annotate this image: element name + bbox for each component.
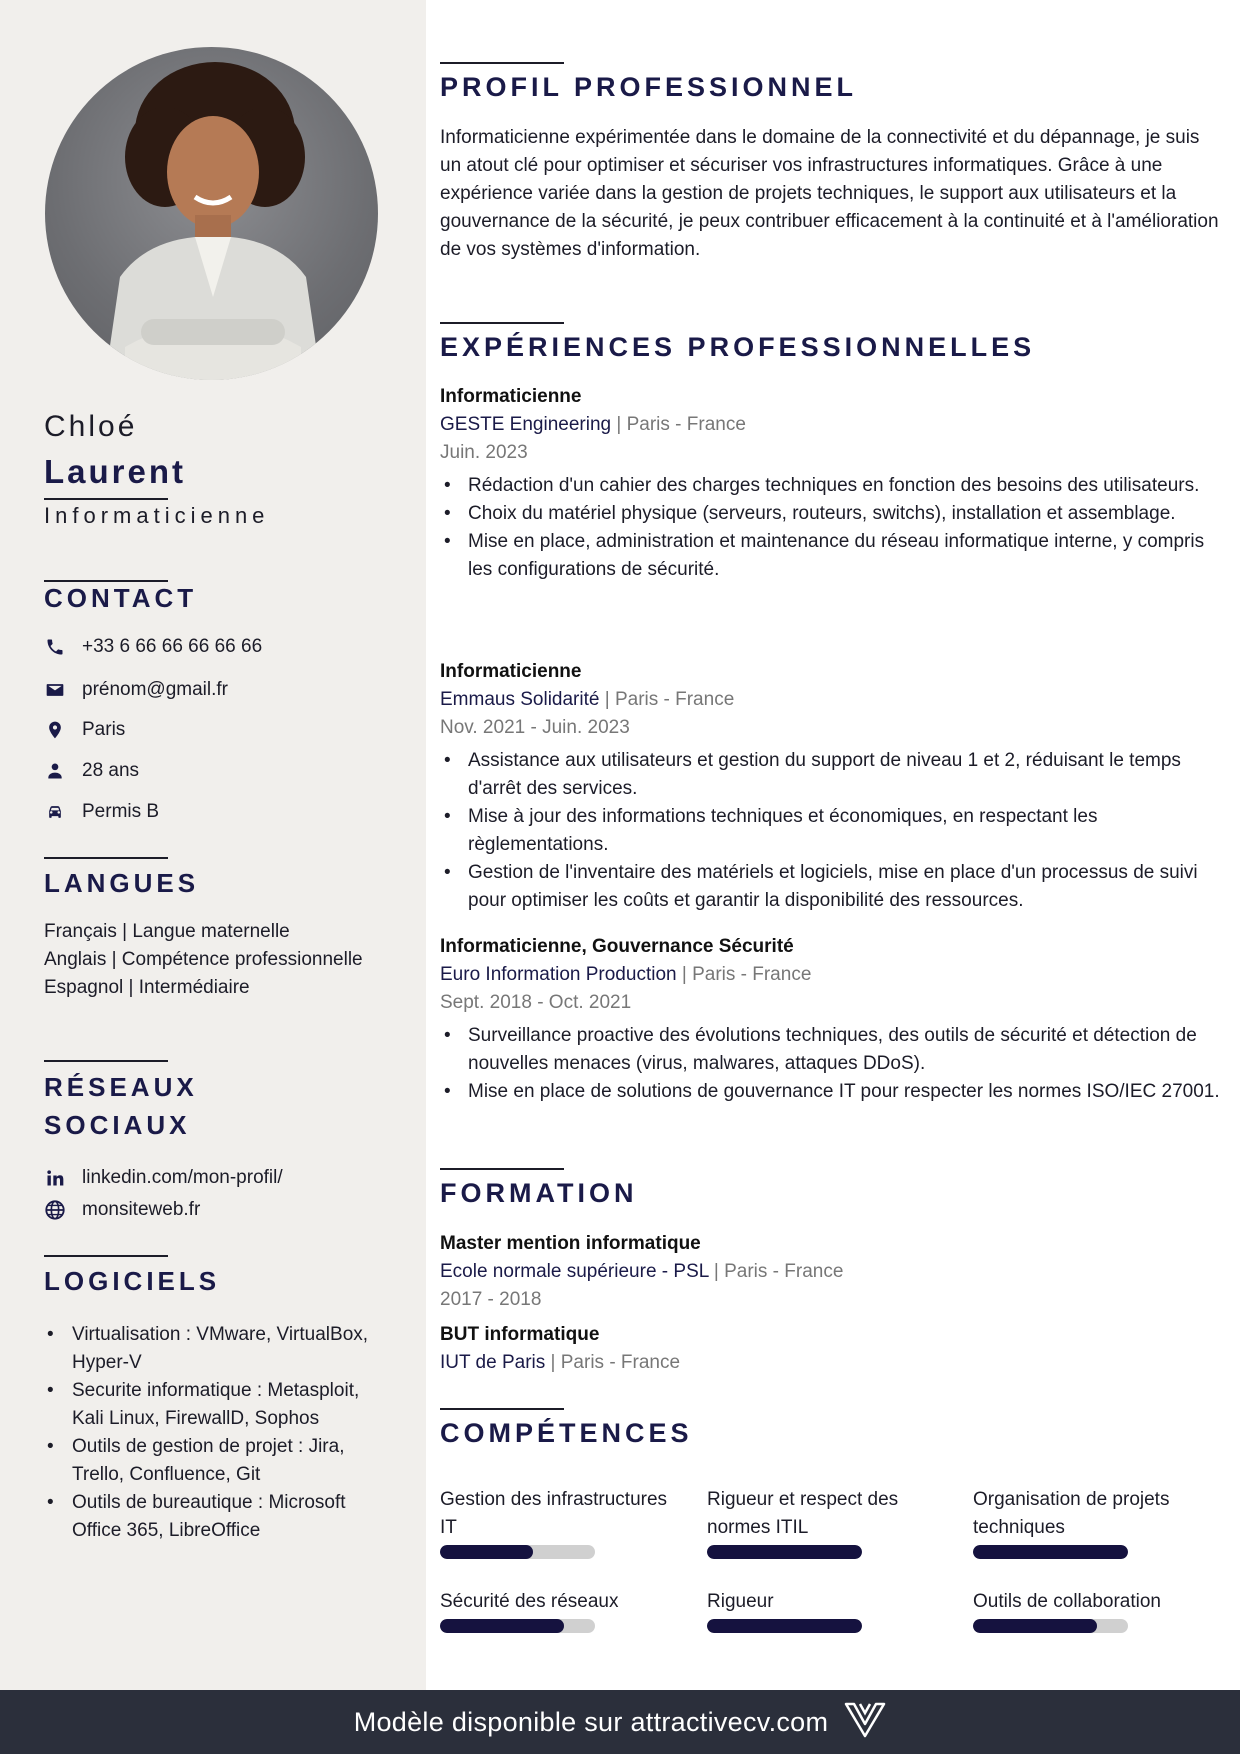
skill-label: Gestion des infrastructures IT (440, 1489, 668, 1538)
phone-icon (44, 636, 66, 658)
skill-label: Sécurité des réseaux (440, 1591, 619, 1612)
skill-bar (440, 1619, 595, 1633)
experience-dates: Nov. 2021 - Juin. 2023 (440, 717, 630, 738)
experience-location: Paris - France (692, 964, 812, 985)
experience-company: Euro Information Production (440, 964, 677, 985)
software-heading: LOGICIELS (44, 1266, 221, 1296)
experience-dates: Juin. 2023 (440, 442, 528, 463)
footer-text: Modèle disponible sur attractivecv.com (353, 1706, 829, 1737)
contact-email-text: prénom@gmail.fr (82, 679, 228, 700)
experience-bullets (440, 1022, 1220, 1106)
skill-bar-fill (973, 1545, 1128, 1559)
experience-bullets (440, 472, 1220, 584)
skill-item (973, 1588, 1213, 1633)
software-item: • Outils de gestion de projet : Jira, Trello, Confluence, Git (44, 1433, 394, 1489)
experience-item (440, 658, 1220, 915)
contact-license (44, 797, 159, 827)
experience-item (440, 933, 1220, 1106)
skills-divider (440, 1408, 564, 1410)
language-item: Français | Langue maternelle (44, 921, 290, 942)
education-location: Paris - France (724, 1261, 844, 1282)
experience-heading: EXPÉRIENCES PROFESSIONNELLES (440, 332, 1036, 362)
linkedin-icon (44, 1167, 66, 1189)
experience-company: GESTE Engineering (440, 414, 612, 435)
contact-city (44, 715, 125, 745)
separator: | (713, 1261, 719, 1282)
contact-license-text: Permis B (82, 801, 160, 822)
portrait-illustration (45, 47, 378, 380)
experience-company-line (440, 686, 1220, 714)
experience-title: Informaticienne (440, 661, 582, 682)
contact-age (44, 756, 139, 786)
experience-location: Paris - France (614, 689, 735, 710)
education-heading: FORMATION (440, 1178, 638, 1208)
experience-company-line (440, 961, 1220, 989)
job-title: Informaticienne (44, 503, 270, 528)
education-item (440, 1230, 1220, 1314)
profile-photo (45, 47, 378, 380)
experience-bullet: • Assistance aux utilisateurs et gestion du support de niveau 1 et 2, réduisant le temps d'arrêt des services. (440, 747, 1220, 803)
separator: | (681, 964, 687, 985)
software-list (44, 1321, 394, 1545)
skill-label: Rigueur (707, 1591, 774, 1612)
experience-divider (440, 322, 564, 324)
social-linkedin-text: linkedin.com/mon-profil/ (82, 1167, 283, 1188)
profile-divider (440, 62, 564, 64)
skill-label: Organisation de projets techniques (973, 1489, 1170, 1538)
experience-bullet: • Mise en place, administration et maintenance du réseau informatique interne, y compris les configurations de sécurité. (440, 528, 1220, 584)
location-pin-icon (44, 719, 66, 741)
profile-text: Informaticienne expérimentée dans le domaine de la connectivité et du dépannage, je suis un atout clé pour optimiser et sécuriser vos infrastructures informatiques. Grâce à une expérience variée dans la gestion de projets techniques, le support aux utilisateurs et la gouvernance de la sécurité, je peux contribuer efficacement à la continuité et à l'amélioration de vos systèmes d'information. (440, 127, 1219, 260)
language-item: Anglais | Compétence professionnelle (44, 949, 363, 970)
skill-item (440, 1486, 680, 1559)
education-title: Master mention informatique (440, 1233, 701, 1254)
person-icon (44, 760, 66, 782)
skill-item (440, 1588, 680, 1633)
contact-age-text: 28 ans (82, 760, 140, 781)
software-item: • Securite informatique : Metasploit, Kali Linux, FirewallD, Sophos (44, 1377, 394, 1433)
experience-title: Informaticienne, Gouvernance Sécurité (440, 936, 794, 957)
experience-bullet: • Gestion de l'inventaire des matériels et logiciels, mise en place d'un processus de suivi pour optimiser les coûts et garantir la disponibilité des ressources. (440, 859, 1220, 915)
experience-location: Paris - France (626, 414, 746, 435)
social-linkedin[interactable] (44, 1163, 283, 1193)
contact-city-text: Paris (82, 719, 126, 740)
languages-heading: LANGUES (44, 868, 200, 898)
contact-phone (44, 632, 262, 662)
experience-bullet: • Choix du matériel physique (serveurs, routeurs, switchs), installation et assemblage. (440, 500, 1220, 528)
experience-bullet: • Mise en place de solutions de gouvernance IT pour respecter les normes ISO/IEC 27001. (440, 1078, 1220, 1106)
languages-divider (44, 857, 168, 859)
footer-banner[interactable] (0, 1690, 1240, 1754)
skill-bar-fill (707, 1619, 862, 1633)
skill-label: Rigueur et respect des normes ITIL (707, 1489, 899, 1538)
education-item (440, 1321, 1220, 1377)
name-divider (44, 498, 168, 500)
languages-list (44, 918, 384, 1002)
skill-bar (973, 1619, 1128, 1633)
experience-bullets (440, 747, 1220, 915)
social-heading (44, 1068, 198, 1144)
separator: | (616, 414, 622, 435)
experience-title: Informaticienne (440, 386, 582, 407)
skill-bar-fill (707, 1545, 862, 1559)
education-school: IUT de Paris (440, 1352, 546, 1373)
education-title: BUT informatique (440, 1324, 600, 1345)
mail-icon (44, 679, 66, 701)
contact-phone-text: +33 6 66 66 66 66 66 (82, 636, 263, 657)
skill-bar (440, 1545, 595, 1559)
car-icon (44, 801, 66, 823)
education-location: Paris - France (560, 1352, 681, 1373)
skill-bar-fill (440, 1619, 564, 1633)
experience-company-line (440, 411, 1220, 439)
software-item: • Virtualisation : VMware, VirtualBox, Hyper-V (44, 1321, 394, 1377)
experience-item (440, 383, 1220, 584)
education-divider (440, 1168, 564, 1170)
social-website-text: monsiteweb.fr (82, 1199, 201, 1220)
education-school-line (440, 1258, 1220, 1286)
education-school-line (440, 1349, 1220, 1377)
skills-heading: COMPÉTENCES (440, 1418, 693, 1448)
contact-heading: CONTACT (44, 583, 198, 613)
first-name: Chloé (44, 410, 138, 443)
skill-item (707, 1486, 947, 1559)
skill-label: Outils de collaboration (973, 1591, 1161, 1612)
skill-bar-fill (440, 1545, 533, 1559)
experience-company: Emmaus Solidarité (440, 689, 600, 710)
social-divider (44, 1060, 168, 1062)
experience-dates: Sept. 2018 - Oct. 2021 (440, 992, 632, 1013)
skill-item (707, 1588, 947, 1633)
separator: | (604, 689, 610, 710)
social-website[interactable] (44, 1195, 200, 1225)
skill-bar (707, 1619, 862, 1633)
experience-bullet: • Rédaction d'un cahier des charges techniques en fonction des besoins des utilisateurs. (440, 472, 1220, 500)
education-school: Ecole normale supérieure - PSL (440, 1261, 709, 1282)
profile-heading: PROFIL PROFESSIONNEL (440, 72, 858, 102)
social-heading-line2: SOCIAUX (44, 1110, 191, 1140)
separator: | (550, 1352, 556, 1373)
experience-bullet: • Surveillance proactive des évolutions techniques, des outils de sécurité et détection de nouvelles menaces (virus, malwares, attaques DDoS). (440, 1022, 1220, 1078)
contact-email (44, 675, 228, 705)
skill-bar (973, 1545, 1128, 1559)
education-dates: 2017 - 2018 (440, 1289, 542, 1310)
skill-bar (707, 1545, 862, 1559)
attractivecv-logo-icon (844, 1702, 886, 1743)
social-heading-line1: RÉSEAUX (44, 1072, 198, 1102)
globe-icon (44, 1199, 66, 1221)
software-item: • Outils de bureautique : Microsoft Office 365, LibreOffice (44, 1489, 394, 1545)
last-name: Laurent (44, 453, 187, 490)
experience-bullet: • Mise à jour des informations techniques et économiques, en respectant les règlementations. (440, 803, 1220, 859)
software-divider (44, 1255, 168, 1257)
skill-item (973, 1486, 1213, 1559)
language-item: Espagnol | Intermédiaire (44, 977, 250, 998)
skill-bar-fill (973, 1619, 1097, 1633)
